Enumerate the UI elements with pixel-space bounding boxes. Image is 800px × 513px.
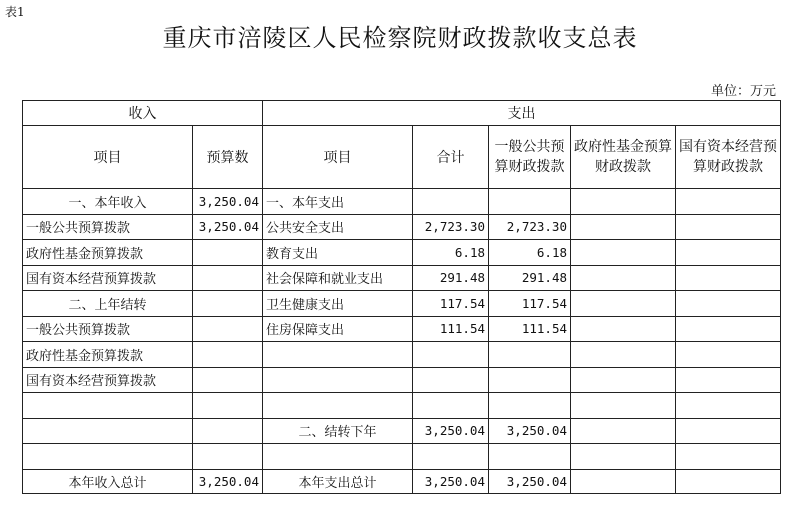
general-value: [489, 444, 571, 470]
general-value: 111.54: [489, 316, 571, 342]
state-total-value: [676, 469, 781, 493]
fund-value: [571, 265, 676, 291]
general-value: [489, 367, 571, 393]
expense-item: 住房保障支出: [263, 316, 413, 342]
total-value: [413, 367, 489, 393]
general-value: 2,723.30: [489, 214, 571, 240]
header-row-columns: [23, 126, 781, 189]
in-value: [193, 444, 263, 470]
fund-value: [571, 393, 676, 419]
expense-item: 卫生健康支出: [263, 291, 413, 317]
total-value: 3,250.04: [413, 418, 489, 444]
in-value: [193, 291, 263, 317]
totals-row: [23, 469, 781, 493]
income-total-value: 3,250.04: [193, 469, 263, 493]
fund-value: [571, 240, 676, 266]
state-value: [676, 316, 781, 342]
col-header-budget: 预算数: [193, 126, 263, 189]
in-item: 一、本年收入: [23, 189, 193, 215]
table-number: 表1: [5, 5, 25, 19]
total-value: [413, 342, 489, 368]
total-value: [413, 444, 489, 470]
income-header: 收入: [23, 101, 263, 126]
table-row: [23, 265, 781, 291]
general-total-value: 3,250.04: [489, 469, 571, 493]
page-title: 重庆市涪陵区人民检察院财政拨款收支总表: [162, 24, 638, 52]
state-value: [676, 393, 781, 419]
budget-table: [22, 100, 781, 494]
in-item: 政府性基金预算拨款: [23, 240, 193, 266]
table-row: [23, 342, 781, 368]
in-value: [193, 342, 263, 368]
total-value: 291.48: [413, 265, 489, 291]
in-item: 一般公共预算拨款: [23, 316, 193, 342]
fund-value: [571, 367, 676, 393]
state-value: [676, 342, 781, 368]
state-value: [676, 291, 781, 317]
header-row-top: [23, 101, 781, 126]
state-value: [676, 189, 781, 215]
table-row: [23, 316, 781, 342]
expense-item: [263, 393, 413, 419]
fund-value: [571, 214, 676, 240]
total-value: [413, 393, 489, 419]
state-value: [676, 367, 781, 393]
table-row: [23, 418, 781, 444]
expense-item: 二、结转下年: [263, 418, 413, 444]
fund-value: [571, 316, 676, 342]
expense-total-label: 本年支出总计: [263, 469, 413, 493]
state-value: [676, 418, 781, 444]
expense-item: [263, 444, 413, 470]
in-item: 政府性基金预算拨款: [23, 342, 193, 368]
table-row: [23, 367, 781, 393]
expense-item: 社会保障和就业支出: [263, 265, 413, 291]
table-row: [23, 393, 781, 419]
fund-value: [571, 189, 676, 215]
table-row: [23, 189, 781, 215]
total-value: 117.54: [413, 291, 489, 317]
col-header-expense-item: 项目: [263, 126, 413, 189]
table-row: [23, 240, 781, 266]
state-value: [676, 240, 781, 266]
in-value: 3,250.04: [193, 214, 263, 240]
in-item: 国有资本经营预算拨款: [23, 367, 193, 393]
table-row: [23, 444, 781, 470]
in-item: [23, 418, 193, 444]
state-value: [676, 214, 781, 240]
general-value: 3,250.04: [489, 418, 571, 444]
in-item: 二、上年结转: [23, 291, 193, 317]
in-value: [193, 393, 263, 419]
in-item: 一般公共预算拨款: [23, 214, 193, 240]
col-header-general: 一般公共预算财政拨款: [489, 126, 571, 189]
total-value: 111.54: [413, 316, 489, 342]
general-value: [489, 342, 571, 368]
fund-value: [571, 291, 676, 317]
in-value: [193, 316, 263, 342]
expense-item: 教育支出: [263, 240, 413, 266]
in-item: 国有资本经营预算拨款: [23, 265, 193, 291]
expense-item: 公共安全支出: [263, 214, 413, 240]
general-value: [489, 393, 571, 419]
col-header-total: 合计: [413, 126, 489, 189]
general-value: 291.48: [489, 265, 571, 291]
general-value: 117.54: [489, 291, 571, 317]
table-row: [23, 291, 781, 317]
income-total-label: 本年收入总计: [23, 469, 193, 493]
in-item: [23, 393, 193, 419]
col-header-state: 国有资本经营预算财政拨款: [676, 126, 781, 189]
state-value: [676, 265, 781, 291]
in-item: [23, 444, 193, 470]
total-value: 6.18: [413, 240, 489, 266]
expense-total-value: 3,250.04: [413, 469, 489, 493]
in-value: [193, 367, 263, 393]
in-value: [193, 265, 263, 291]
expense-item: 一、本年支出: [263, 189, 413, 215]
fund-total-value: [571, 469, 676, 493]
fund-value: [571, 444, 676, 470]
total-value: 2,723.30: [413, 214, 489, 240]
expense-item: [263, 342, 413, 368]
expense-item: [263, 367, 413, 393]
in-value: [193, 240, 263, 266]
in-value: [193, 418, 263, 444]
in-value: 3,250.04: [193, 189, 263, 215]
unit-label: 单位：万元: [710, 84, 776, 99]
total-value: [413, 189, 489, 215]
general-value: [489, 189, 571, 215]
fund-value: [571, 342, 676, 368]
col-header-income-item: 项目: [23, 126, 193, 189]
general-value: 6.18: [489, 240, 571, 266]
fund-value: [571, 418, 676, 444]
table-row: [23, 214, 781, 240]
expense-header: 支出: [263, 101, 781, 126]
state-value: [676, 444, 781, 470]
col-header-fund: 政府性基金预算财政拨款: [571, 126, 676, 189]
